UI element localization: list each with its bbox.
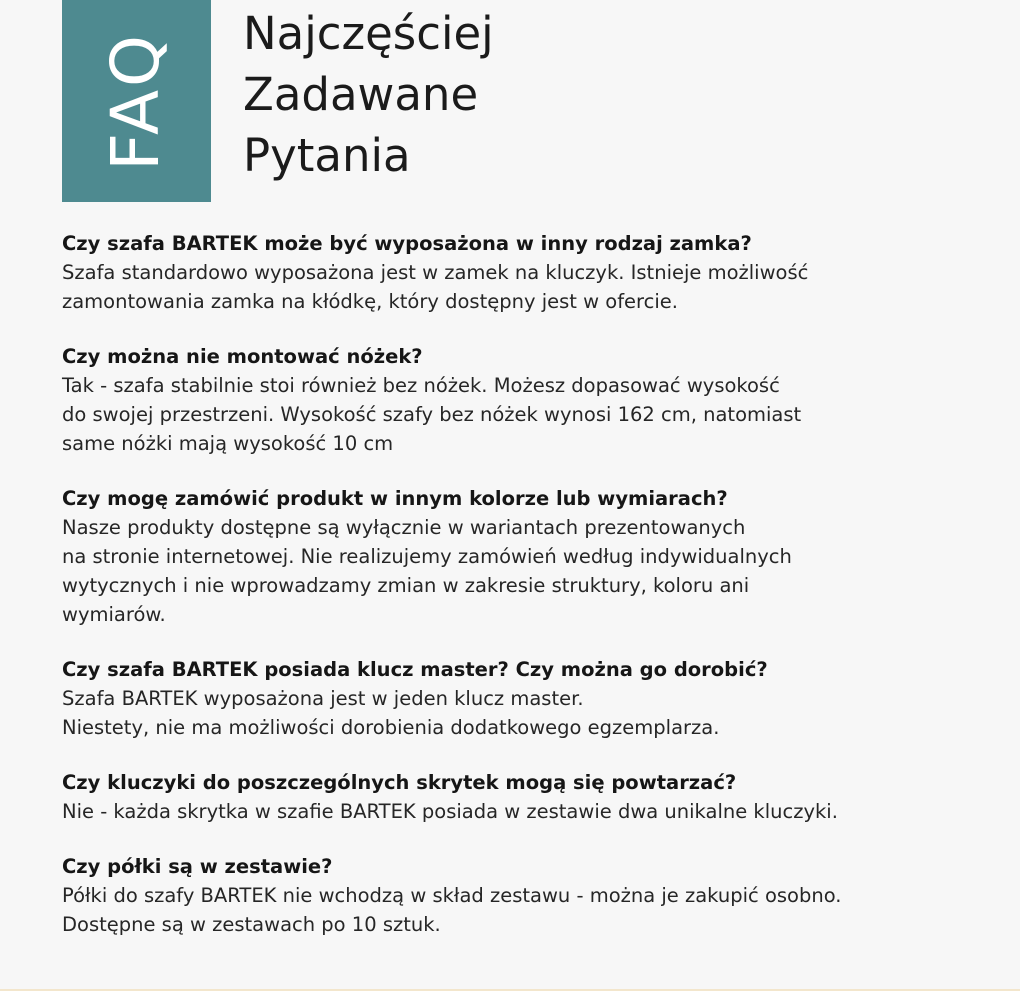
faq-answer-line: Nasze produkty dostępne są wyłącznie w wariantach prezentowanych (62, 516, 746, 539)
faq-answer (62, 797, 1002, 826)
faq-badge-label: FAQ (97, 31, 174, 171)
faq-answer (62, 258, 1002, 316)
page-title-line: Pytania (243, 129, 411, 182)
faq-answer (62, 881, 1002, 939)
faq-answer (62, 684, 1002, 742)
faq-question: Czy szafa BARTEK posiada klucz master? Czy można go dorobić? (62, 658, 768, 681)
faq-question: Czy kluczyki do poszczególnych skrytek mogą się powtarzać? (62, 771, 737, 794)
faq-answer-line: Tak - szafa stabilnie stoi również bez nóżek. Możesz dopasować wysokość (62, 374, 780, 397)
faq-item (62, 768, 1002, 826)
faq-question: Czy można nie montować nóżek? (62, 345, 423, 368)
faq-answer-line: Nie - każda skrytka w szafie BARTEK posiada w zestawie dwa unikalne kluczyki. (62, 800, 838, 823)
faq-item (62, 484, 1002, 629)
faq-answer-line: wytycznych i nie wprowadzamy zmian w zakresie struktury, koloru ani (62, 574, 750, 597)
faq-answer-line: Półki do szafy BARTEK nie wchodzą w skład zestawu - można je zakupić osobno. (62, 884, 842, 907)
faq-badge (62, 0, 211, 202)
faq-item (62, 229, 1002, 316)
faq-item (62, 852, 1002, 939)
faq-answer-line: do swojej przestrzeni. Wysokość szafy bez nóżek wynosi 162 cm, natomiast (62, 403, 802, 426)
faq-answer-line: same nóżki mają wysokość 10 cm (62, 432, 394, 455)
faq-item (62, 342, 1002, 458)
page-title (243, 3, 494, 186)
page-title-line: Zadawane (243, 68, 479, 121)
faq-answer (62, 371, 1002, 458)
faq-answer-line: wymiarów. (62, 603, 166, 626)
faq-answer-line: zamontowania zamka na kłódkę, który dostępny jest w ofercie. (62, 290, 678, 313)
faq-answer-line: Szafa BARTEK wyposażona jest w jeden klucz master. (62, 687, 584, 710)
faq-answer (62, 513, 1002, 629)
faq-answer-line: na stronie internetowej. Nie realizujemy zamówień według indywidualnych (62, 545, 792, 568)
faq-answer-line: Niestety, nie ma możliwości dorobienia dodatkowego egzemplarza. (62, 716, 720, 739)
faq-question: Czy półki są w zestawie? (62, 855, 333, 878)
page-title-line: Najczęściej (243, 7, 494, 60)
faq-answer-line: Dostępne są w zestawach po 10 sztuk. (62, 913, 441, 936)
faq-item (62, 655, 1002, 742)
faq-question: Czy mogę zamówić produkt w innym kolorze lub wymiarach? (62, 487, 728, 510)
faq-question: Czy szafa BARTEK może być wyposażona w inny rodzaj zamka? (62, 232, 752, 255)
faq-list (62, 229, 1002, 965)
faq-answer-line: Szafa standardowo wyposażona jest w zamek na kluczyk. Istnieje możliwość (62, 261, 809, 284)
